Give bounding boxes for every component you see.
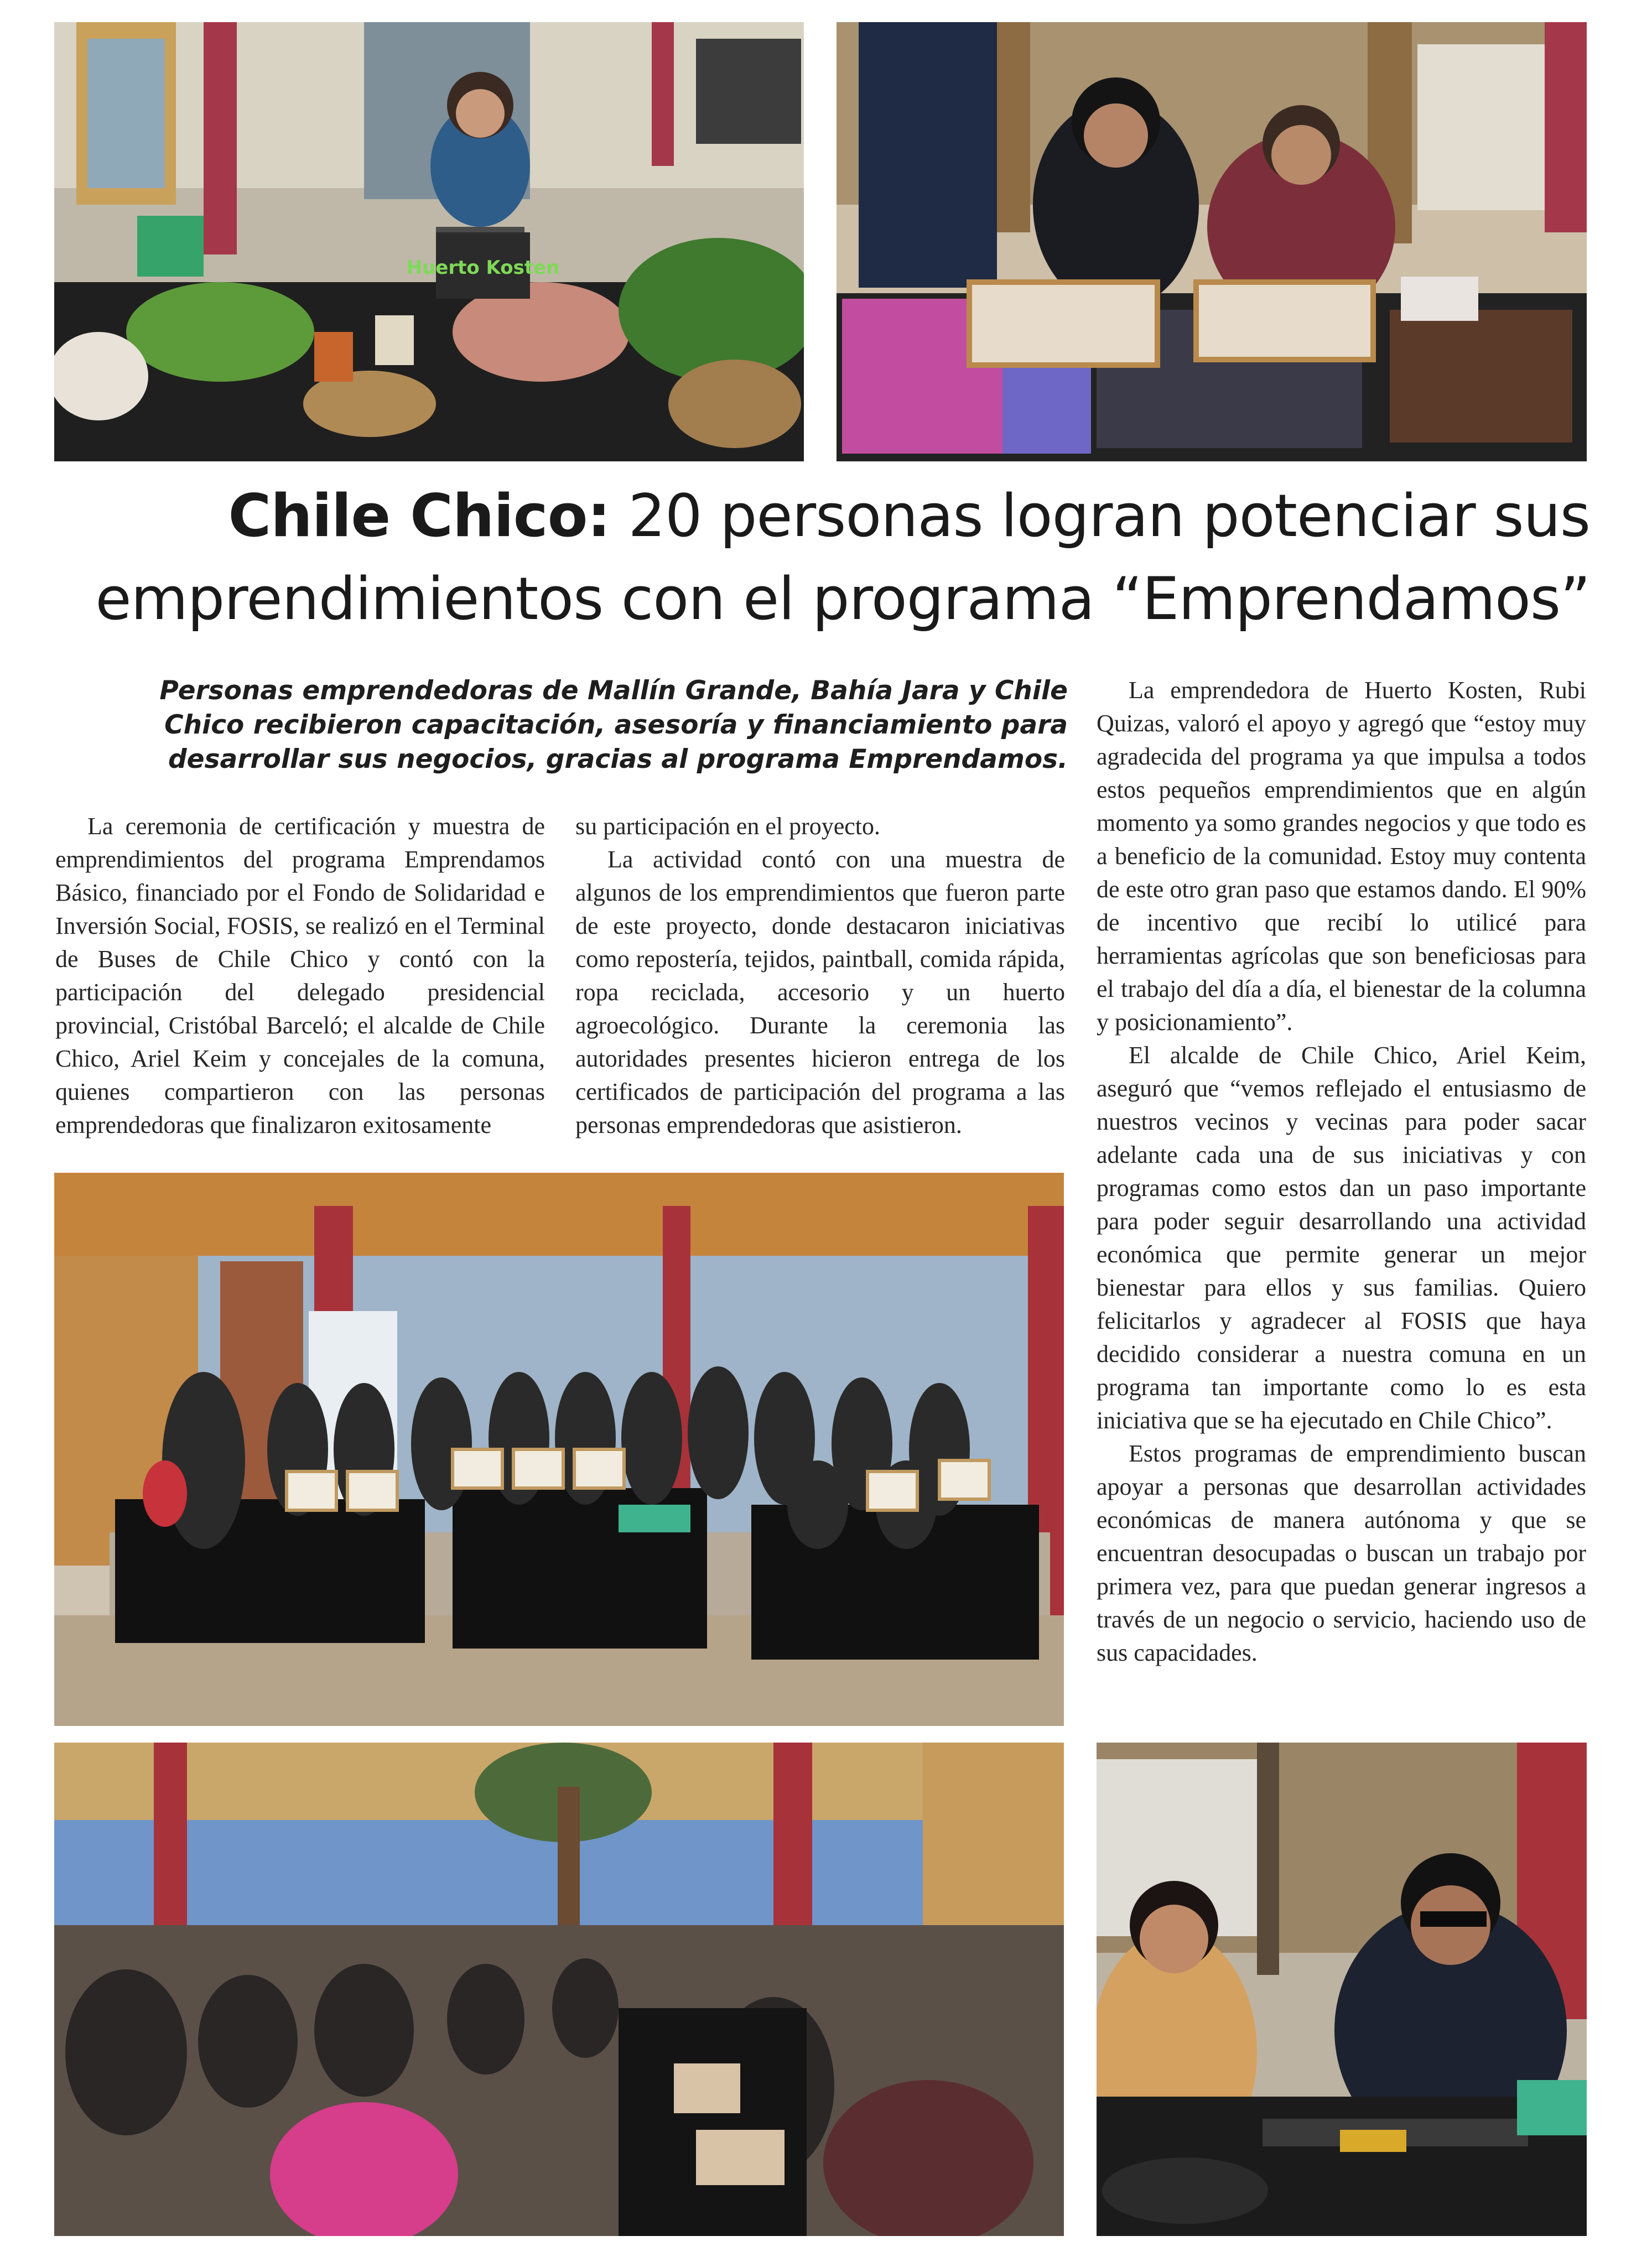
headline-lead: Chile Chico: [228,482,610,550]
col3-paragraph-3: Estos programas de emprendimiento buscan apoyar a personas que desarrollan actividades económicas de manera autónoma y que se encuentran desocupadas o buscan un trabajo por primera vez, para que puedan generar ingresos a través de un negocio o servicio, haciendo uso de sus capacidades. [1097,1440,1586,1666]
photo-audience-ceremony [54,1743,1064,2236]
photo-paintball-stand [1097,1743,1587,2236]
headline-rest: 20 personas logran potenciar sus emprendimientos con el programa “Emprendamos” [95,482,1590,633]
article-column-1 [55,810,545,1142]
article-column-3 [1097,674,1586,1670]
article-column-2 [575,810,1065,1142]
article-deck: Personas emprendedoras de Mallín Grande, Bahía Jara y Chile Chico recibieron capacitación, asesoría y financiamiento para desarrollar sus negocios, gracias al programa Emprendamos. [159,675,1068,774]
photo-group-ceremony [54,1173,1064,1726]
col3-paragraph-1: La emprendedora de Huerto Kosten, Rubi Quizas, valoró el apoyo y agregó que “estoy muy agradecida del programa ya que impulsa a todos estos pequeños emprendimientos que en algún momento ya somo grandes negocios y que todo es a beneficio de la comunidad. Estoy muy contenta de este otro gran paso que estamos dando. El 90% de incentivo que recibí lo utilicé para herramientas agrícolas que son beneficiosas para el trabajo del día a día, el bienestar de la columna y posicionamiento”. [1097,677,1586,1036]
col3-paragraph-2: El alcalde de Chile Chico, Ariel Keim, aseguró que “vemos reflejado el entusiasmo de nuestros vecinos y vecinas para poder sacar adelante cada una de sus iniciativas y con programas como estos dan un paso importante para poder seguir desarrollando una actividad económica que permite generar un mejor bienestar para ellos y sus familias. Quiero felicitarlos y agradecer al FOSIS que haya decidido considerar a nuestra comuna en un programa tan importante como lo es esta iniciativa que se ha ejecutado en Chile Chico”. [1097,1042,1586,1434]
photo-huerto-kosten-stand [54,22,804,461]
col2-paragraph-1: su participación en el proyecto. [575,813,881,840]
huerto-kosten-sign-text: Huerto Kosten [406,257,560,279]
col2-paragraph-2: La actividad contó con una muestra de algunos de los emprendimientos que fueron parte de este proyecto, donde destacaron iniciativas como repostería, tejidos, paintball, comida rápida, ropa reciclada, accesorio y un huerto agroecológico. Durante la ceremonia las autoridades presentes hicieron entrega de los certificados de participación del programa a las personas emprendedoras que asistieron. [575,846,1065,1138]
photo-craft-and-pastry-stand [837,22,1587,461]
col1-paragraph-1: La ceremonia de certificación y muestra de emprendimientos del programa Emprendamos Básico, financiado por el Fondo de Solidaridad e Inversión Social, FOSIS, se realizó en el Terminal de Buses de Chile Chico y contó con la participación del delegado presidencial provincial, Cristóbal Barceló; el alcalde de Chile Chico, Ariel Keim y concejales de la comuna, quienes compartieron con las personas emprendedoras que finalizaron exitosamente [55,813,545,1138]
article-headline [54,475,1590,641]
